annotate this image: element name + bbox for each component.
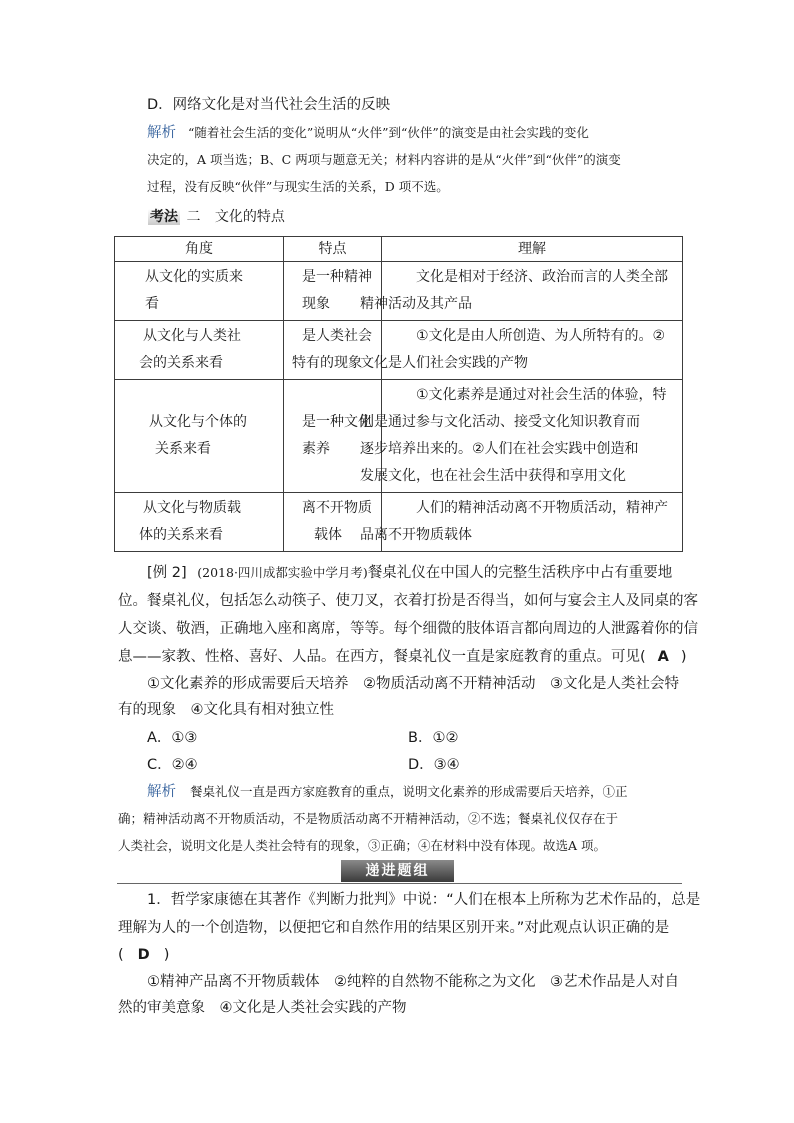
question-line: 理解为人的一个创造物，以便把它和自然作用的结果区别开来。”对此观点认识正确的是 <box>118 920 670 936</box>
table-row <box>115 321 683 380</box>
example-answer: A <box>657 649 669 665</box>
option-d-2: D．③④ <box>408 757 460 773</box>
table-cell-angle: 从文化与物质载 体的关系来看 <box>115 493 284 552</box>
table-cell-understanding: ①文化是由人所创造、为人所特有的。② 文化是人们社会实践的产物 <box>382 321 683 380</box>
example-line: 人交谈、敬酒，正确地入座和离席，等等。每个细微的肢体语言都向周边的人泄露着你的信 <box>118 621 698 637</box>
table-header-row <box>115 237 683 262</box>
statements-line: ①精神产品离不开物质载体 ②纯粹的自然物不能称之为文化 ③艺术作品是人对自 <box>147 974 679 990</box>
table-cell-feature: 是人类社会 特有的现象 <box>284 321 382 380</box>
table-cell-angle: 从文化的实质来 看 <box>115 262 284 321</box>
analysis-label: 解析 <box>147 784 176 800</box>
example-label: [例 2] <box>147 565 187 581</box>
analysis-line: 决定的，A 项当选；B、C 两项与题意无关；材料内容讲的是从“火伴”到“伙伴”的演变 <box>147 152 621 167</box>
statements-line: 然的审美意象 ④文化是人类社会实践的产物 <box>118 1000 407 1016</box>
banner-divider <box>117 883 682 884</box>
analysis-line: 过程，没有反映“伙伴”与现实生活的关系，D 项不选。 <box>147 179 449 194</box>
example-line: 位。餐桌礼仪，包括怎么动筷子、使刀叉，衣着打扮是否得当，如何与宴会主人及同桌的客 <box>118 593 698 609</box>
statements-line: ①文化素养的形成需要后天培养 ②物质活动离不开精神活动 ③文化是人类社会特 <box>147 676 679 692</box>
table-cell-feature: 离不开物质 载体 <box>284 493 382 552</box>
analysis-text: 餐桌礼仪一直是西方家庭教育的重点，说明文化素养的形成需要后天培养，①正 <box>189 784 628 799</box>
table-cell-understanding: ①文化素养是通过对社会生活的体验，特 别是通过参与文化活动、接受文化知识教育而 逐步培养出来的。②人们在社会实践中创造和 发展文化，也在社会生活中获得和享用文化 <box>382 380 683 493</box>
analysis-line: 确；精神活动离不开物质活动，不是物质活动离不开精神活动，②不选；餐桌礼仪仅存在于 <box>118 811 619 826</box>
example-text: 餐桌礼仪在中国人的完整生活秩序中占有重要地 <box>367 565 673 581</box>
analysis-line <box>147 123 589 143</box>
culture-features-table <box>114 236 683 552</box>
question-line: 1．哲学家康德在其著作《判断力批判》中说：“人们在根本上所称为艺术作品的，总是 <box>147 892 701 908</box>
section-tag: 考法 <box>150 209 178 225</box>
table-row <box>115 262 683 321</box>
section-title: 文化的特点 <box>214 209 285 225</box>
option-b: B．①② <box>408 730 459 746</box>
analysis-line <box>147 782 628 802</box>
example-line <box>147 563 672 583</box>
question-answer: D <box>137 947 150 963</box>
statements-line: 有的现象 ④文化具有相对独立性 <box>118 702 334 718</box>
analysis-label: 解析 <box>147 125 176 141</box>
step-group-banner: 递进题组 <box>341 860 454 882</box>
table-header: 特点 <box>284 237 382 262</box>
table-cell-understanding: 文化是相对于经济、政治而言的人类全部 精神活动及其产品 <box>382 262 683 321</box>
analysis-line: 人类社会，说明文化是人类社会特有的现象，③正确；④在材料中没有体现。故选A 项。 <box>118 838 607 853</box>
table-header: 角度 <box>115 237 284 262</box>
table-cell-feature: 是一种精神 现象 <box>284 262 382 321</box>
table-cell-understanding: 人们的精神活动离不开物质活动，精神产 品离不开物质载体 <box>382 493 683 552</box>
example-source: (2018·四川成都实验中学月考) <box>197 565 368 580</box>
table-cell-angle: 从文化与个体的 关系来看 <box>115 380 284 493</box>
table-cell-angle: 从文化与人类社 会的关系来看 <box>115 321 284 380</box>
example-line: 息——家教、性格、喜好、人品。在西方，餐桌礼仪一直是家庭教育的重点。可见( A ) <box>118 649 687 665</box>
option-d: D．网络文化是对当代社会生活的反映 <box>147 97 391 113</box>
analysis-text: “随着社会生活的变化”说明从“火伴”到“伙伴”的演变是由社会实践的变化 <box>187 125 589 140</box>
table-cell-feature: 是一种文化 素养 <box>284 380 382 493</box>
section-heading <box>148 207 285 227</box>
question-answer-line: ( D ) <box>118 947 170 963</box>
table-row <box>115 380 683 493</box>
table-row <box>115 493 683 552</box>
option-a: A．①③ <box>147 730 198 746</box>
option-c: C．②④ <box>147 757 198 773</box>
section-number: 二 <box>186 209 201 225</box>
table-header: 理解 <box>382 237 683 262</box>
